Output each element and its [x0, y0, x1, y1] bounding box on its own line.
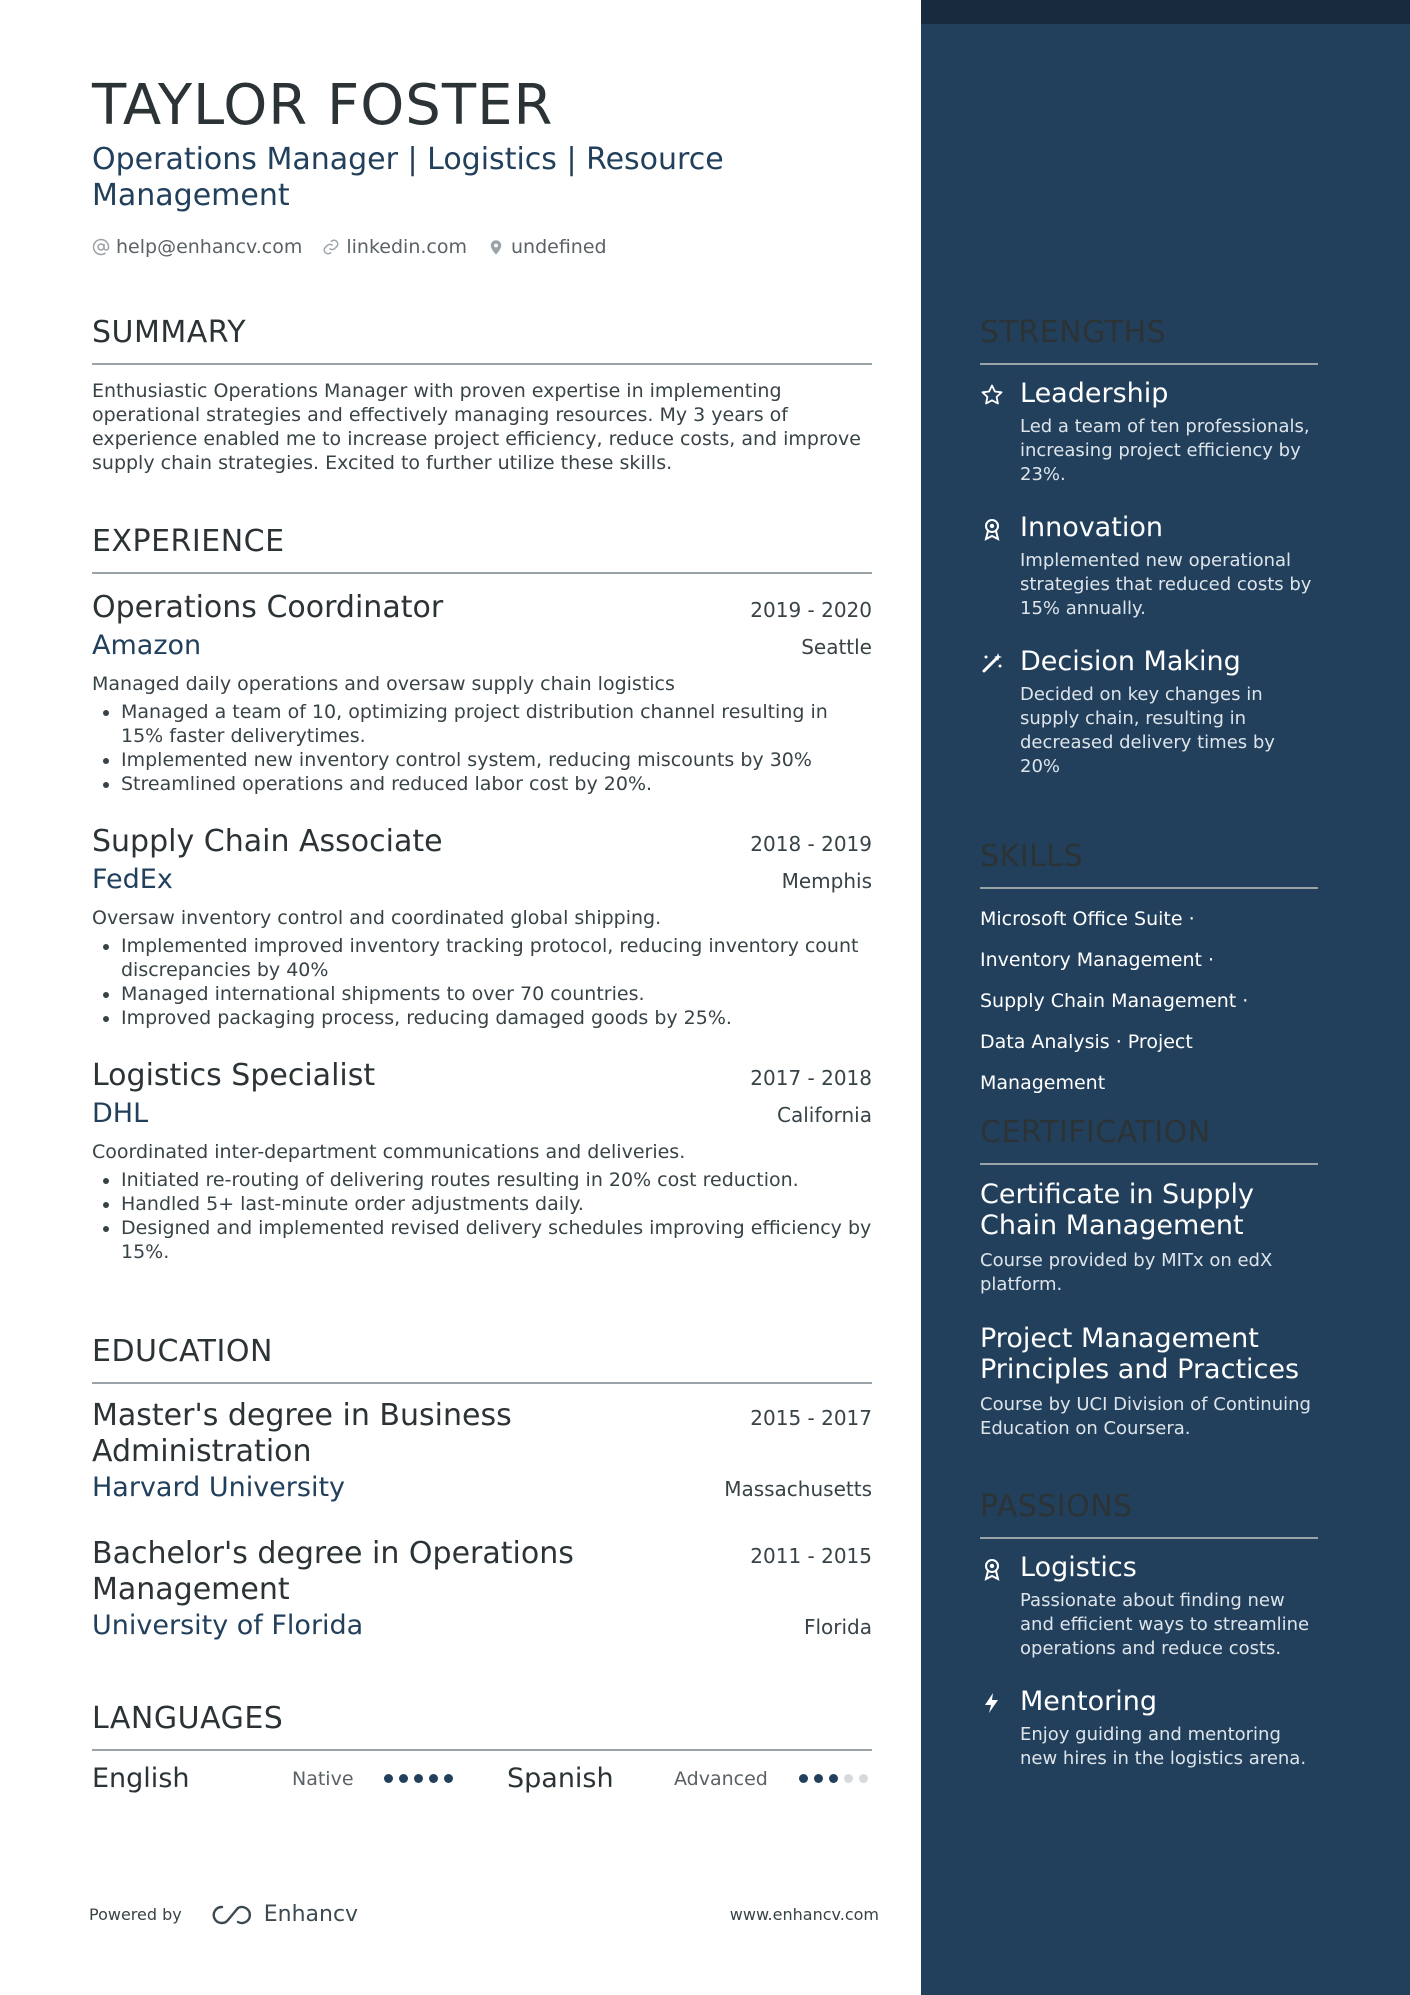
strength-item	[980, 645, 1318, 779]
job-entry	[92, 1056, 872, 1264]
strength-title: Leadership	[1020, 378, 1169, 409]
job-entry	[92, 588, 872, 796]
job-bullet: • Designed and implemented revised delivery schedules improving efficiency by 15%.	[121, 1216, 872, 1264]
education-entry	[92, 1536, 872, 1644]
resume-header	[92, 72, 872, 258]
job-location: California	[777, 1103, 872, 1127]
sidebar-top-band	[921, 0, 1410, 24]
job-description: Coordinated inter-department communications and deliveries.	[92, 1141, 686, 1163]
summary-section	[92, 315, 872, 475]
skills-section	[980, 839, 1318, 1104]
education-dates: 2011 - 2015	[750, 1544, 872, 1568]
language-proficiency-dots	[799, 1774, 868, 1783]
proficiency-dot-filled	[829, 1774, 838, 1783]
contact-location-text: undefined	[511, 236, 607, 258]
section-divider	[92, 363, 872, 365]
education-degree: Bachelor's degree in Operations Management	[92, 1536, 574, 1607]
job-bullet: • Managed international shipments to over 70 countries.	[121, 982, 872, 1006]
job-title: Logistics Specialist	[92, 1058, 376, 1093]
job-entry	[92, 822, 872, 1030]
certification-description: Course by UCI Division of Continuing Education on Coursera.	[980, 1394, 1311, 1439]
section-divider	[980, 363, 1318, 365]
experience-heading: EXPERIENCE	[92, 524, 285, 559]
job-company: DHL	[92, 1098, 149, 1129]
education-section	[92, 1334, 872, 1644]
proficiency-dot-filled	[814, 1774, 823, 1783]
skill-tag: Data Analysis · Project Management	[980, 1031, 1193, 1094]
job-company: Amazon	[92, 630, 202, 661]
education-degree: Master's degree in Business Administration	[92, 1398, 512, 1469]
job-bullet: • Managed a team of 10, optimizing project distribution channel resulting in 15% faster deliverytimes.	[121, 700, 872, 748]
footer-website[interactable]: www.enhancv.com	[729, 1905, 879, 1924]
language-name: Spanish	[507, 1763, 614, 1794]
job-bullet: • Handled 5+ last-minute order adjustments daily.	[121, 1192, 872, 1216]
job-dates: 2018 - 2019	[750, 832, 872, 856]
section-divider	[980, 887, 1318, 889]
strength-description: Implemented new operational strategies that reduced costs by 15% annually.	[1020, 550, 1312, 619]
section-divider	[980, 1537, 1318, 1539]
link-icon	[322, 238, 340, 256]
job-description: Oversaw inventory control and coordinated global shipping.	[92, 907, 662, 929]
certification-item	[980, 1179, 1318, 1297]
award-icon	[980, 1557, 1004, 1581]
languages-row	[92, 1763, 872, 1794]
language-level: Native	[292, 1767, 354, 1790]
job-bullets	[92, 700, 872, 796]
contact-email-text: help@enhancv.com	[116, 236, 303, 258]
proficiency-dot-empty	[859, 1774, 868, 1783]
language-level: Advanced	[674, 1767, 768, 1790]
strength-item	[980, 511, 1318, 621]
certification-item	[980, 1323, 1318, 1441]
strength-title: Decision Making	[1020, 646, 1241, 677]
passion-item	[980, 1685, 1318, 1771]
job-description: Managed daily operations and oversaw supply chain logistics	[92, 673, 675, 695]
candidate-name: TAYLOR FOSTER	[92, 73, 554, 138]
contact-email[interactable]	[92, 236, 302, 258]
passion-description: Enjoy guiding and mentoring new hires in the logistics arena.	[1020, 1724, 1307, 1769]
skill-tag: Supply Chain Management ·	[980, 990, 1249, 1012]
language-proficiency-dots	[384, 1774, 507, 1783]
job-title: Operations Coordinator	[92, 590, 444, 625]
job-title: Supply Chain Associate	[92, 824, 443, 859]
enhancv-logo[interactable]	[208, 1902, 358, 1927]
passion-description: Passionate about finding new and efficient ways to streamline operations and reduce costs.	[1020, 1590, 1310, 1659]
job-bullet: • Streamlined operations and reduced labor cost by 20%.	[121, 772, 872, 796]
languages-section	[92, 1701, 872, 1794]
strength-description: Decided on key changes in supply chain, resulting in decreased delivery times by 20%	[1020, 684, 1275, 777]
education-location: Florida	[803, 1615, 872, 1639]
at-icon	[92, 238, 110, 256]
strengths-section	[980, 315, 1318, 779]
candidate-title: Operations Manager | Logistics | Resource Management	[92, 142, 724, 213]
certification-title: Certificate in Supply Chain Management	[980, 1179, 1255, 1241]
passions-section	[980, 1489, 1318, 1771]
magic-wand-icon	[980, 651, 1004, 675]
star-icon	[980, 383, 1004, 407]
contact-linkedin[interactable]	[322, 236, 467, 258]
strength-item	[980, 377, 1318, 487]
passion-title: Logistics	[1020, 1552, 1137, 1583]
skill-tag: Microsoft Office Suite ·	[980, 908, 1195, 930]
strengths-heading: STRENGTHS	[980, 315, 1167, 350]
lightning-icon	[980, 1691, 1004, 1715]
strength-description: Led a team of ten professionals, increasing project efficiency by 23%.	[1020, 416, 1310, 485]
job-bullets	[92, 1168, 872, 1264]
education-school: University of Florida	[92, 1610, 364, 1641]
passion-item	[980, 1551, 1318, 1661]
contact-linkedin-text: linkedin.com	[346, 236, 467, 258]
section-divider	[92, 1382, 872, 1384]
education-heading: EDUCATION	[92, 1334, 273, 1369]
certification-title: Project Management Principles and Practices	[980, 1323, 1300, 1385]
education-entry	[92, 1398, 872, 1506]
education-location: Massachusetts	[724, 1477, 872, 1501]
job-bullets	[92, 934, 872, 1030]
passions-heading: PASSIONS	[980, 1489, 1133, 1524]
proficiency-dot-filled	[414, 1774, 423, 1783]
powered-by-label: Powered by	[89, 1905, 182, 1924]
certification-section	[980, 1115, 1318, 1441]
skill-tag: Inventory Management ·	[980, 949, 1215, 971]
languages-heading: LANGUAGES	[92, 1701, 284, 1736]
job-bullet: • Initiated re-routing of delivering routes resulting in 20% cost reduction.	[121, 1168, 872, 1192]
job-bullet: • Implemented improved inventory tracking protocol, reducing inventory count discrepancies by 40%	[121, 934, 872, 982]
summary-heading: SUMMARY	[92, 315, 247, 350]
proficiency-dot-filled	[444, 1774, 453, 1783]
powered-by	[89, 1902, 358, 1927]
enhancv-logo-icon	[208, 1903, 254, 1927]
contact-row	[92, 236, 872, 258]
job-bullet: • Implemented new inventory control system, reducing miscounts by 30%	[121, 748, 872, 772]
contact-location	[487, 236, 607, 258]
footer	[89, 1902, 879, 1927]
section-divider	[92, 572, 872, 574]
award-icon	[980, 517, 1004, 541]
education-school: Harvard University	[92, 1472, 346, 1503]
proficiency-dot-filled	[799, 1774, 808, 1783]
job-location: Seattle	[801, 635, 872, 659]
job-location: Memphis	[781, 869, 872, 893]
strength-title: Innovation	[1020, 512, 1163, 543]
language-name: English	[92, 1763, 190, 1794]
proficiency-dot-filled	[399, 1774, 408, 1783]
skills-heading: SKILLS	[980, 839, 1084, 874]
section-divider	[980, 1163, 1318, 1165]
proficiency-dot-empty	[844, 1774, 853, 1783]
passion-title: Mentoring	[1020, 1686, 1157, 1717]
job-bullet: • Improved packaging process, reducing damaged goods by 25%.	[121, 1006, 872, 1030]
proficiency-dot-filled	[384, 1774, 393, 1783]
education-dates: 2015 - 2017	[750, 1406, 872, 1430]
certification-description: Course provided by MITx on edX platform.	[980, 1250, 1273, 1295]
job-company: FedEx	[92, 864, 173, 895]
job-dates: 2017 - 2018	[750, 1066, 872, 1090]
job-dates: 2019 - 2020	[750, 598, 872, 622]
summary-text: Enthusiastic Operations Manager with proven expertise in implementing operational strategies and effectively managing resources. My 3 years of experience enabled me to increase project efficiency, reduce costs, and improve supply chain strategies. Excited to further utilize these skills.	[92, 380, 861, 474]
location-pin-icon	[487, 238, 505, 256]
proficiency-dot-filled	[429, 1774, 438, 1783]
experience-section	[92, 524, 872, 1264]
enhancv-logo-text: Enhancv	[263, 1902, 359, 1927]
section-divider	[92, 1749, 872, 1751]
certification-heading: CERTIFICATION	[980, 1115, 1211, 1150]
skills-list	[980, 899, 1318, 1104]
